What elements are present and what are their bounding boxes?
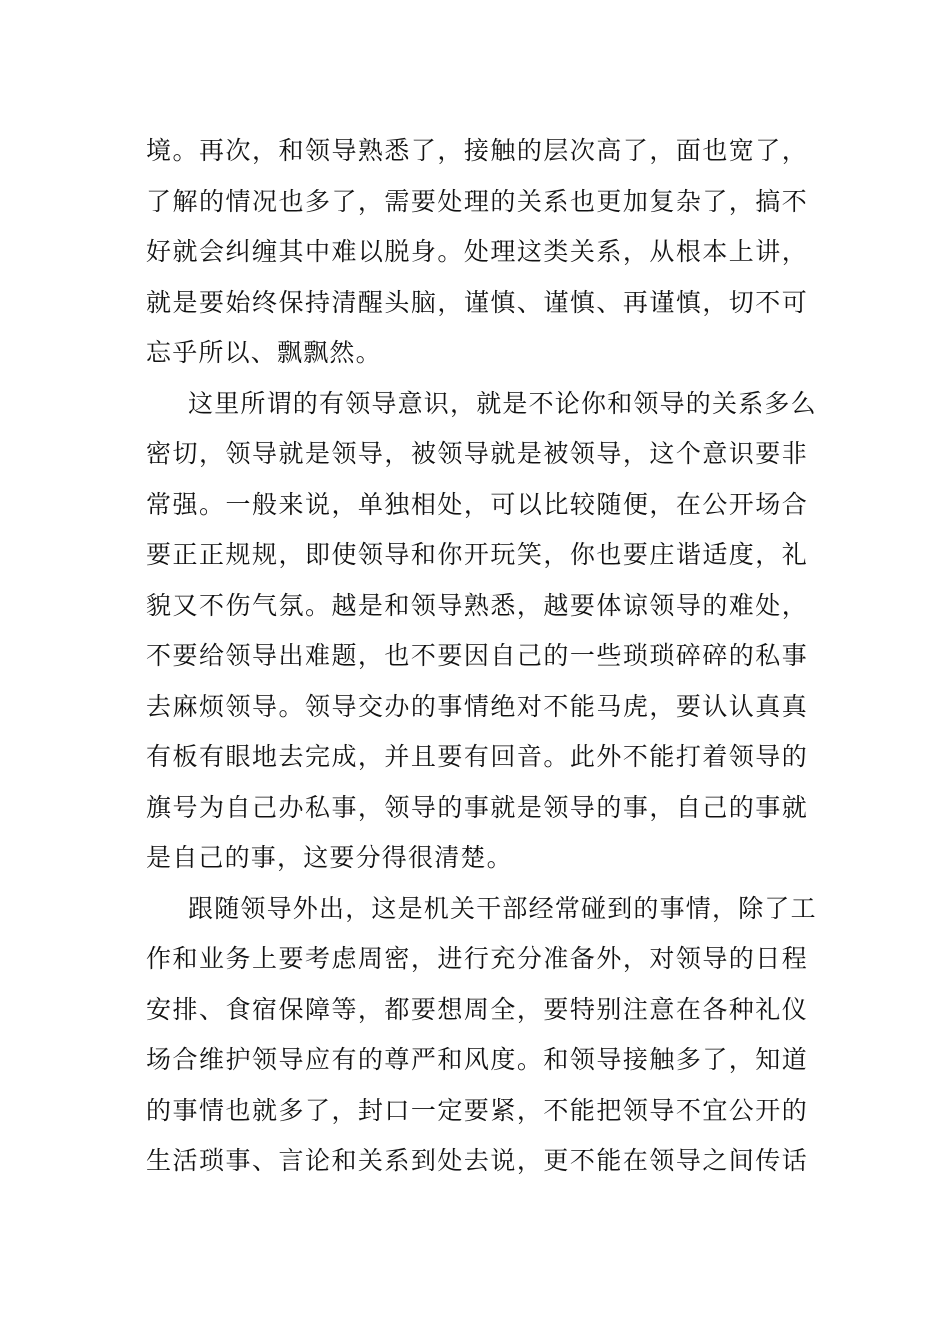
text-line: 了解的情况也多了，需要处理的关系也更加复杂了，搞不 [146,186,808,216]
text-line: 这里所谓的有领导意识，就是不论你和领导的关系多么 [188,388,817,418]
text-line: 要正正规规，即使领导和你开玩笑，你也要庄谐适度，礼 [146,540,808,569]
text-line: 跟随领导外出，这是机关干部经常碰到的事情，除了工 [188,893,817,923]
text-line: 貌又不伤气氛。越是和领导熟悉，越要体谅领导的难处， [146,590,808,620]
text-line: 好就会纠缠其中难以脱身。处理这类关系，从根本上讲， [146,237,808,266]
text-line: 的事情也就多了，封口一定要紧，不能把领导不宜公开的 [146,1095,808,1125]
text-line: 安排、食宿保障等，都要想周全，要特别注意在各种礼仪 [146,994,808,1024]
text-line: 作和业务上要考虑周密，进行充分准备外，对领导的日程 [146,944,808,973]
text-line: 密切，领导就是领导，被领导就是被领导，这个意识要非 [146,439,808,468]
text-line: 是自己的事，这要分得很清楚。 [146,843,513,872]
text-line: 不要给领导出难题，也不要因自己的一些琐琐碎碎的私事 [146,641,808,670]
text-line: 就是要始终保持清醒头脑，谨慎、谨慎、再谨慎，切不可 [146,287,808,317]
text-line: 旗号为自己办私事，领导的事就是领导的事，自己的事就 [146,792,808,822]
body-text [146,126,817,1187]
text-line: 有板有眼地去完成，并且要有回音。此外不能打着领导的 [146,742,808,771]
text-line: 境。再次，和领导熟悉了，接触的层次高了，面也宽了， [146,136,808,165]
text-line: 常强。一般来说，单独相处，可以比较随便，在公开场合 [146,489,808,519]
text-line: 场合维护领导应有的尊严和风度。和领导接触多了，知道 [146,1045,808,1074]
text-line: 生活琐事、言论和关系到处去说，更不能在领导之间传话 [146,1146,808,1175]
text-line: 去麻烦领导。领导交办的事情绝对不能马虎，要认认真真 [146,691,808,721]
text-line: 忘乎所以、飘飘然。 [146,338,382,367]
